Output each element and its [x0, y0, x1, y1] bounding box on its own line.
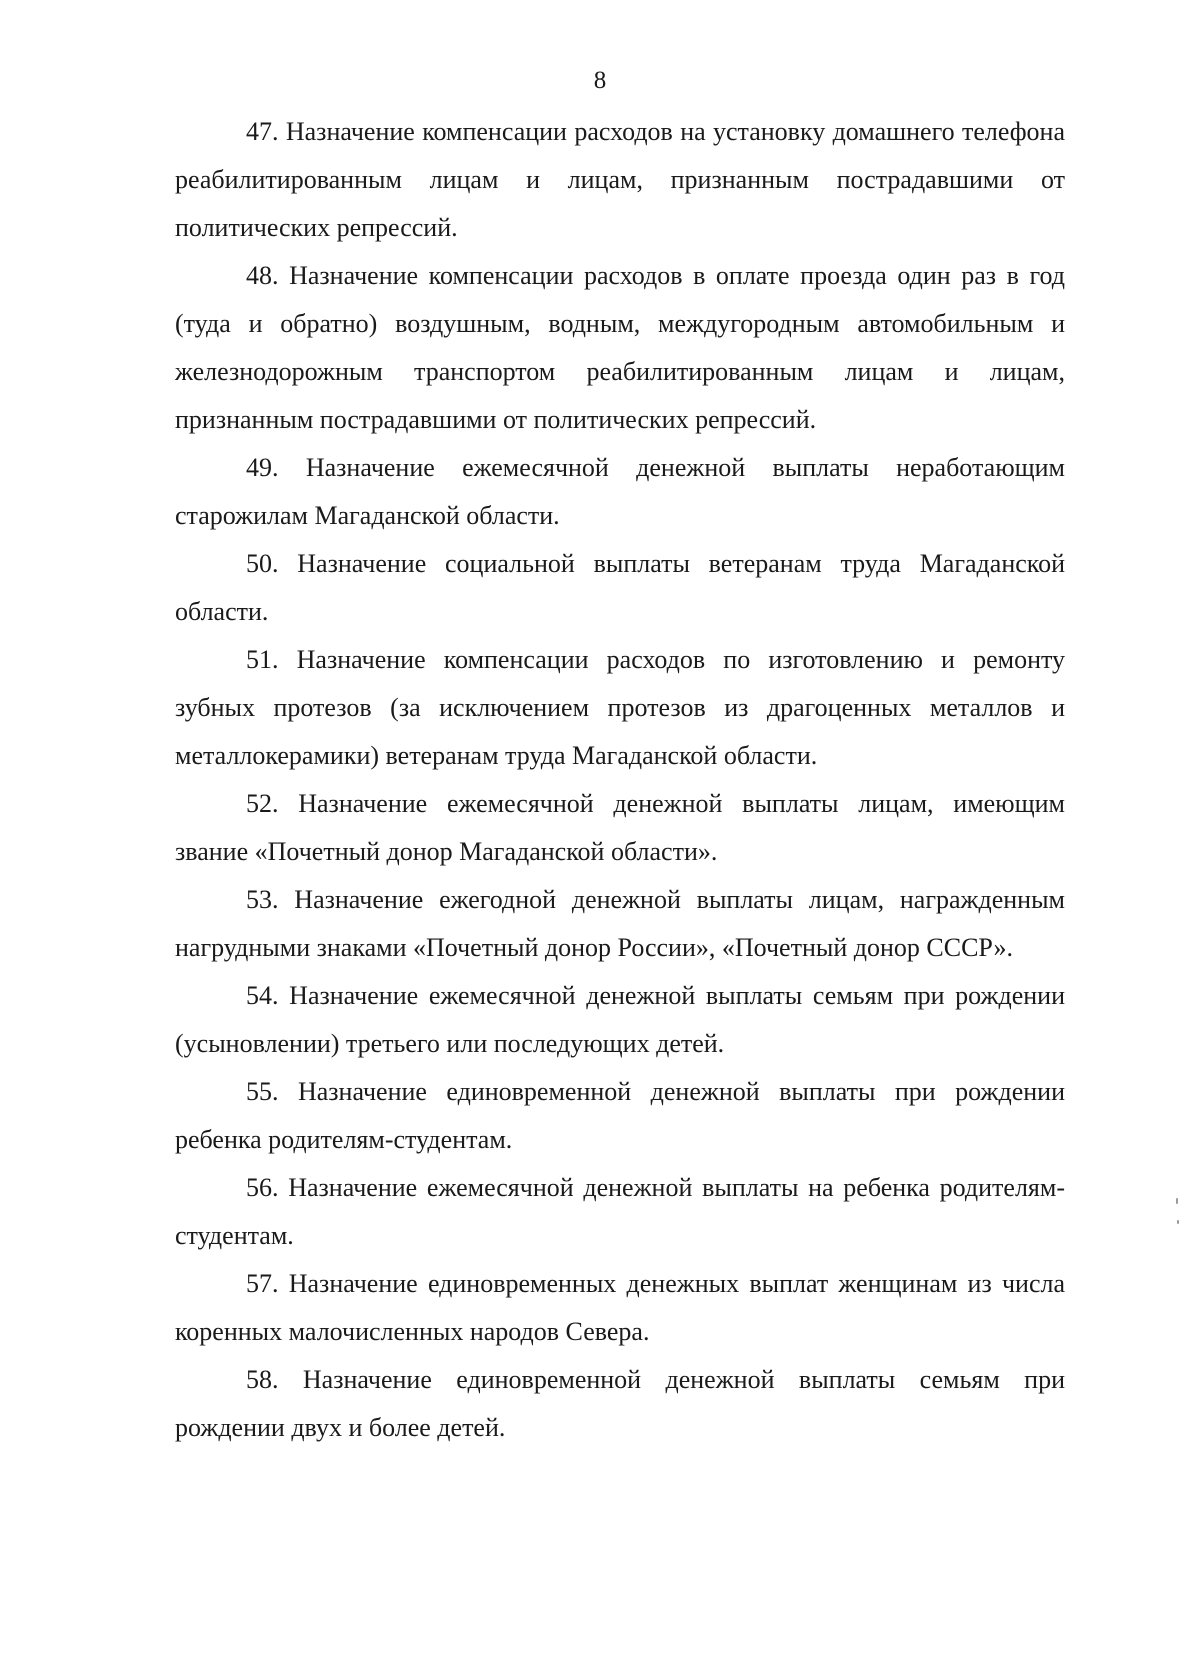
- list-item-53: [175, 876, 1065, 972]
- item-number: 51.: [246, 645, 279, 674]
- item-text: Назначение ежемесячной денежной выплаты неработающим старожилам Магаданской области.: [175, 453, 1065, 530]
- item-number: 53.: [246, 885, 279, 914]
- item-number: 49.: [246, 453, 279, 482]
- item-text: Назначение компенсации расходов на установку домашнего телефона реабилитированным лицам и лицам, признанным пострадавшими от политических репрессий.: [175, 117, 1065, 242]
- list-item-48: [175, 252, 1065, 444]
- list-item-58: [175, 1356, 1065, 1452]
- item-text: Назначение компенсации расходов в оплате проезда один раз в год (туда и обратно) воздушным, водным, междугородным автомобильным и железнодорожным транспортом реабилитированным лицам и лицам, признанным пострадавшими от политических репрессий.: [175, 261, 1066, 434]
- list-item-55: [175, 1068, 1065, 1164]
- item-number: 56.: [246, 1173, 279, 1202]
- item-number: 52.: [246, 789, 279, 818]
- list-item-54: [175, 972, 1065, 1068]
- scan-speck: [1177, 1220, 1179, 1224]
- list-item-56: [175, 1164, 1065, 1260]
- item-number: 50.: [246, 549, 279, 578]
- list-item-49: [175, 444, 1065, 540]
- item-text: Назначение компенсации расходов по изготовлению и ремонту зубных протезов (за исключением протезов из драгоценных металлов и металлокерамики) ветеранам труда Магаданской области.: [175, 645, 1066, 770]
- list-item-52: [175, 780, 1065, 876]
- item-number: 57.: [246, 1269, 279, 1298]
- page-number: 8: [593, 67, 607, 94]
- item-text: Назначение ежегодной денежной выплаты лицам, награжденным нагрудными знаками «Почетный донор России», «Почетный донор СССР».: [175, 885, 1066, 962]
- list-item-51: [175, 636, 1065, 780]
- scan-speck: [1176, 1198, 1178, 1204]
- list-item-47: [175, 108, 1065, 252]
- item-list: [175, 108, 1065, 1452]
- list-item-57: [175, 1260, 1065, 1356]
- list-item-50: [175, 540, 1065, 636]
- item-text: Назначение ежемесячной денежной выплаты лицам, имеющим звание «Почетный донор Магаданской области».: [175, 789, 1065, 866]
- item-text: Назначение ежемесячной денежной выплаты семьям при рождении (усыновлении) третьего или последующих детей.: [175, 981, 1066, 1058]
- item-text: Назначение единовременной денежной выплаты при рождении ребенка родителям-студентам.: [175, 1077, 1065, 1154]
- item-text: Назначение социальной выплаты ветеранам труда Магаданской области.: [175, 549, 1065, 626]
- item-text: Назначение единовременной денежной выплаты семьям при рождении двух и более детей.: [175, 1365, 1065, 1442]
- item-number: 54.: [246, 981, 279, 1010]
- item-number: 48.: [246, 261, 279, 290]
- item-number: 47.: [246, 117, 279, 146]
- item-number: 55.: [246, 1077, 279, 1106]
- item-text: Назначение ежемесячной денежной выплаты на ребенка родителям-студентам.: [175, 1173, 1066, 1250]
- item-number: 58.: [246, 1365, 279, 1394]
- item-text: Назначение единовременных денежных выплат женщинам из числа коренных малочисленных народов Севера.: [175, 1269, 1065, 1346]
